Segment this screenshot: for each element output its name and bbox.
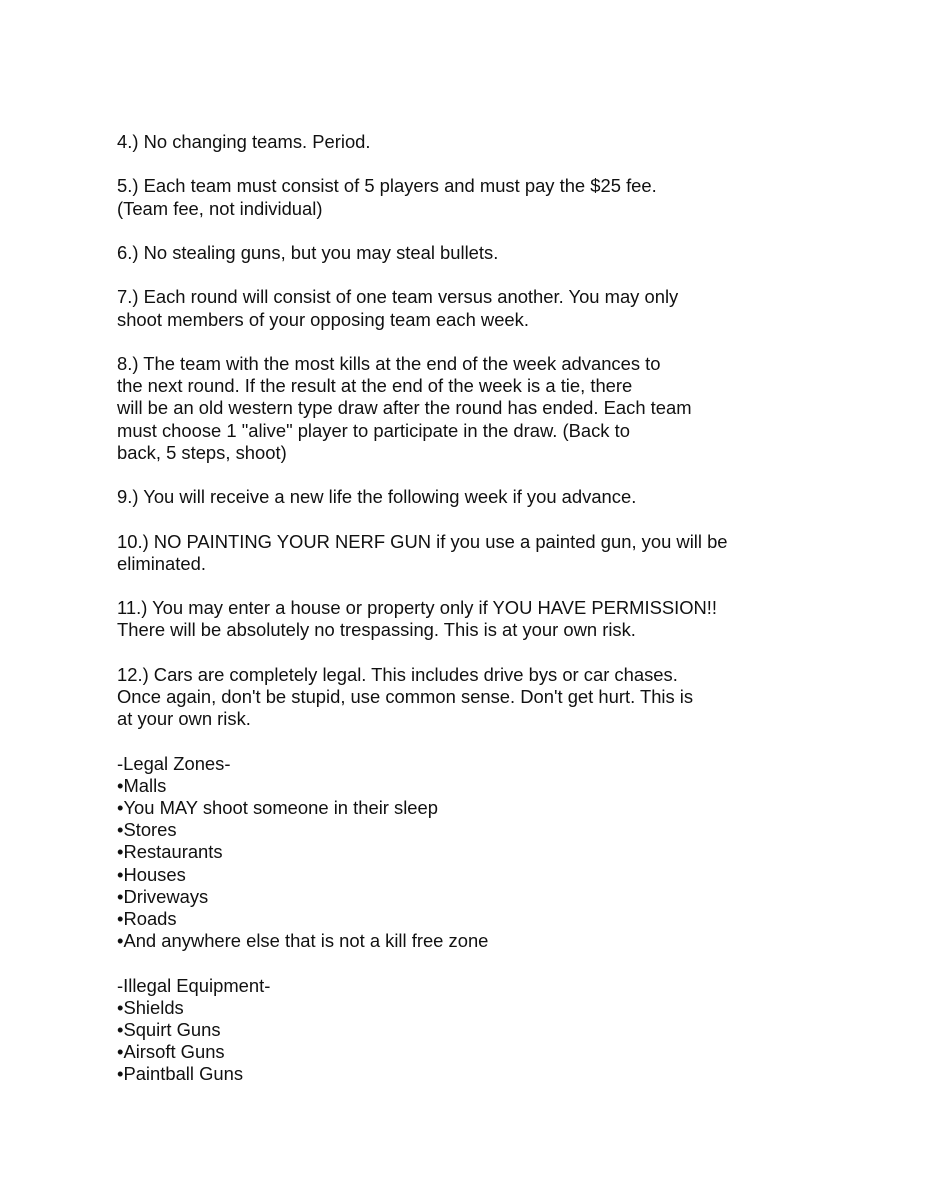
rule-12 [117,664,877,731]
legal-zones-section [117,753,877,953]
rule-line: shoot members of your opposing team each week. [117,308,529,330]
rule-line: Once again, don't be stupid, use common sense. Don't get hurt. This is [117,685,694,707]
rule-line: must choose 1 "alive" player to participate in the draw. (Back to [117,419,630,441]
rule-8 [117,353,877,464]
list-item: •Paintball Guns [117,1063,244,1085]
rule-line: There will be absolutely no trespassing. This is at your own risk. [117,619,636,641]
rule-line: 7.) Each round will consist of one team versus another. You may only [117,286,679,308]
list-item: •Houses [117,863,186,885]
rule-line: eliminated. [117,552,206,574]
rule-line: the next round. If the result at the end of the week is a tie, there [117,375,633,397]
list-item: •Stores [117,819,177,841]
rule-line: 4.) No changing teams. Period. [117,131,371,152]
rule-line: 5.) Each team must consist of 5 players and must pay the $25 fee. [117,175,657,197]
section-heading: -Legal Zones- [117,752,231,774]
list-item: •Shields [117,996,184,1018]
rule-line: 10.) NO PAINTING YOUR NERF GUN if you use a painted gun, you will be [117,530,728,552]
rule-line: 8.) The team with the most kills at the end of the week advances to [117,352,661,374]
list-item: •Airsoft Guns [117,1041,225,1063]
rule-5 [117,175,877,219]
document-body [117,131,877,1108]
rule-4 [117,131,877,153]
rule-line: (Team fee, not individual) [117,197,323,219]
rule-10 [117,531,877,575]
rule-7 [117,286,877,330]
section-heading: -Illegal Equipment- [117,974,271,996]
rule-6 [117,242,877,264]
rule-line: 9.) You will receive a new life the following week if you advance. [117,486,637,508]
list-item: •Roads [117,907,177,929]
rule-line: 12.) Cars are completely legal. This includes drive bys or car chases. [117,663,678,685]
rule-line: 6.) No stealing guns, but you may steal bullets. [117,241,499,263]
list-item: •Driveways [117,885,209,907]
rule-11 [117,597,877,641]
rule-line: back, 5 steps, shoot) [117,441,287,463]
list-item: •You MAY shoot someone in their sleep [117,796,438,818]
list-item: •And anywhere else that is not a kill free zone [117,930,489,952]
list-item: •Squirt Guns [117,1018,221,1040]
illegal-equipment-section [117,975,877,1086]
rule-line: will be an old western type draw after the round has ended. Each team [117,397,692,419]
list-item: •Malls [117,774,167,796]
rule-9 [117,486,877,508]
list-item: •Restaurants [117,841,223,863]
rule-line: at your own risk. [117,708,251,730]
rule-line: 11.) You may enter a house or property only if YOU HAVE PERMISSION!! [117,597,718,619]
